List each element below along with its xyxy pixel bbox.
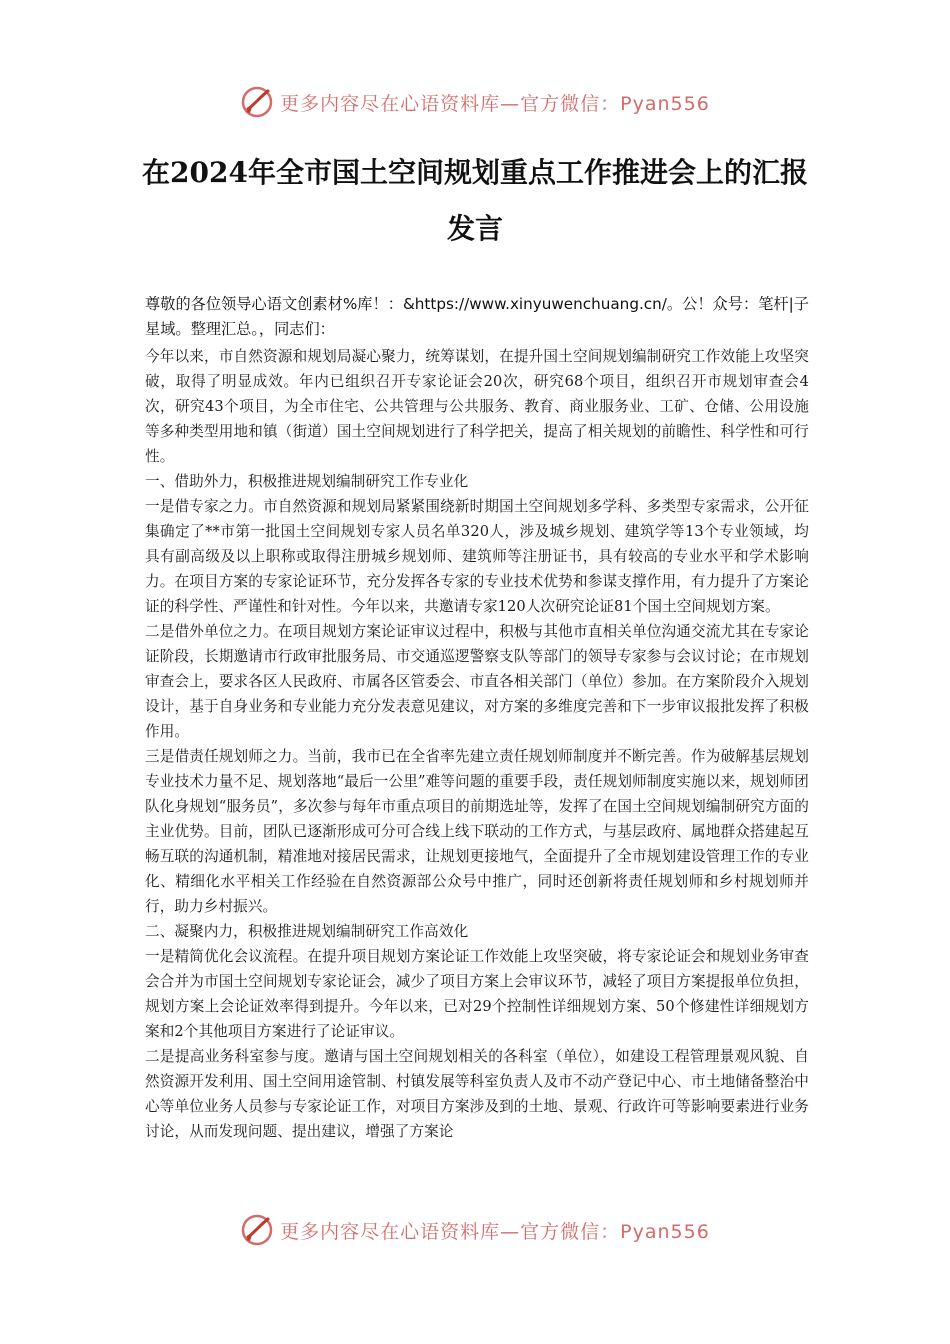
paragraph-department-participation: 二是提高业务科室参与度。邀请与国土空间规划相关的各科室（单位），如建设工程管理景观风貌、自然资源开发利用、国土空间用途管制、村镇发展等科室负责人及市不动产登记中心、市土地储备整治中心等单位业务人员参与专家论证工作，对项目方案涉及到的土地、景观、行政许可等影响要素进行业务讨论，从而发现问题、提出建议，增强了方案论 bbox=[145, 1048, 809, 1140]
document-body bbox=[145, 292, 809, 1144]
banner-text: 更多内容尽在心语资料库—官方微信：Pyan556 bbox=[280, 92, 710, 115]
brush-logo-icon bbox=[240, 85, 274, 119]
brush-logo-icon bbox=[240, 1213, 274, 1247]
paragraph-planners: 三是借责任规划师之力。当前，我市已在全省率先建立责任规划师制度并不断完善。作为破解基层规划专业技术力量不足、规划落地“最后一公里”难等问题的重要手段，责任规划师制度实施以来，规划师团队化身规划“服务员”，多次参与每年市重点项目的前期选址等，发挥了在国土空间规划编制研究方面的主业优势。目前，团队已逐渐形成可分可合线上线下联动的工作方式，与基层政府、属地群众搭建起互畅互联的沟通机制，精准地对接居民需求，让规划更接地气，全面提升了全市规划建设管理工作的专业化、精细化水平相关工作经验在自然资源部公众号中推广，同时还创新将责任规划师和乡村规划师并行，助力乡村振兴。 bbox=[145, 748, 809, 915]
footer-watermark-banner bbox=[0, 1210, 950, 1250]
banner-text: 更多内容尽在心语资料库—官方微信：Pyan556 bbox=[280, 1220, 710, 1243]
paragraph-external-units: 二是借外单位之力。在项目规划方案论证审议过程中，积极与其他市直相关单位沟通交流尤其在专家论证阶段，长期邀请市行政审批服务局、市交通巡逻警察支队等部门的领导专家参与会议讨论；在市规划审查会上，要求各区人民政府、市属各区管委会、市直各相关部门（单位）参加。在方案阶段介入规划设计，基于自身业务和专业能力充分发表意见建议，对方案的多维度完善和下一步审议报批发挥了积极作用。 bbox=[145, 623, 809, 740]
header-watermark-banner bbox=[0, 82, 950, 122]
document-title: 在2024年全市国土空间规划重点工作推进会上的汇报发言 bbox=[142, 156, 808, 245]
section-heading-2: 二、凝聚内力，积极推进规划编制研究工作高效化 bbox=[145, 923, 469, 940]
greeting-line: 尊敬的各位领导心语文创素材%库！：&https://www.xinyuwenchuang.cn/。公！众号：笔杆|子星域。整理汇总。，同志们： bbox=[145, 295, 809, 338]
paragraph-intro: 今年以来，市自然资源和规划局凝心聚力，统筹谋划，在提升国土空间规划编制研究工作效能上攻坚突破，取得了明显成效。年内已组织召开专家论证会20次，研究68个项目，组织召开市规划审查会4次，研究43个项目，为全市住宅、公共管理与公共服务、教育、商业服务业、工矿、仓储、公用设施等多种类型用地和镇（街道）国土空间规划进行了科学把关，提高了相关规划的前瞻性、科学性和可行性。 bbox=[145, 348, 809, 465]
paragraph-experts: 一是借专家之力。市自然资源和规划局紧紧围绕新时期国土空间规划多学科、多类型专家需求，公开征集确定了**市第一批国土空间规划专家人员名单320人，涉及城乡规划、建筑学等13个专业领域，均具有副高级及以上职称或取得注册城乡规划师、建筑师等注册证书，具有较高的专业水平和学术影响力。在项目方案的专家论证环节，充分发挥各专家的专业技术优势和参谋支撑作用，有力提升了方案论证的科学性、严谨性和针对性。今年以来，共邀请专家120人次研究论证81个国土空间规划方案。 bbox=[145, 498, 809, 615]
section-heading-1: 一、借助外力，积极推进规划编制研究工作专业化 bbox=[145, 473, 469, 490]
paragraph-meeting-process: 一是精简优化会议流程。在提升项目规划方案论证工作效能上攻坚突破，将专家论证会和规划业务审查会合并为市国土空间规划专家论证会，减少了项目方案上会审议环节，减轻了项目方案提报单位负担，规划方案上会论证效率得到提升。今年以来，已对29个控制性详细规划方案、50个修建性详细规划方案和2个其他项目方案进行了论证审议。 bbox=[145, 948, 809, 1040]
